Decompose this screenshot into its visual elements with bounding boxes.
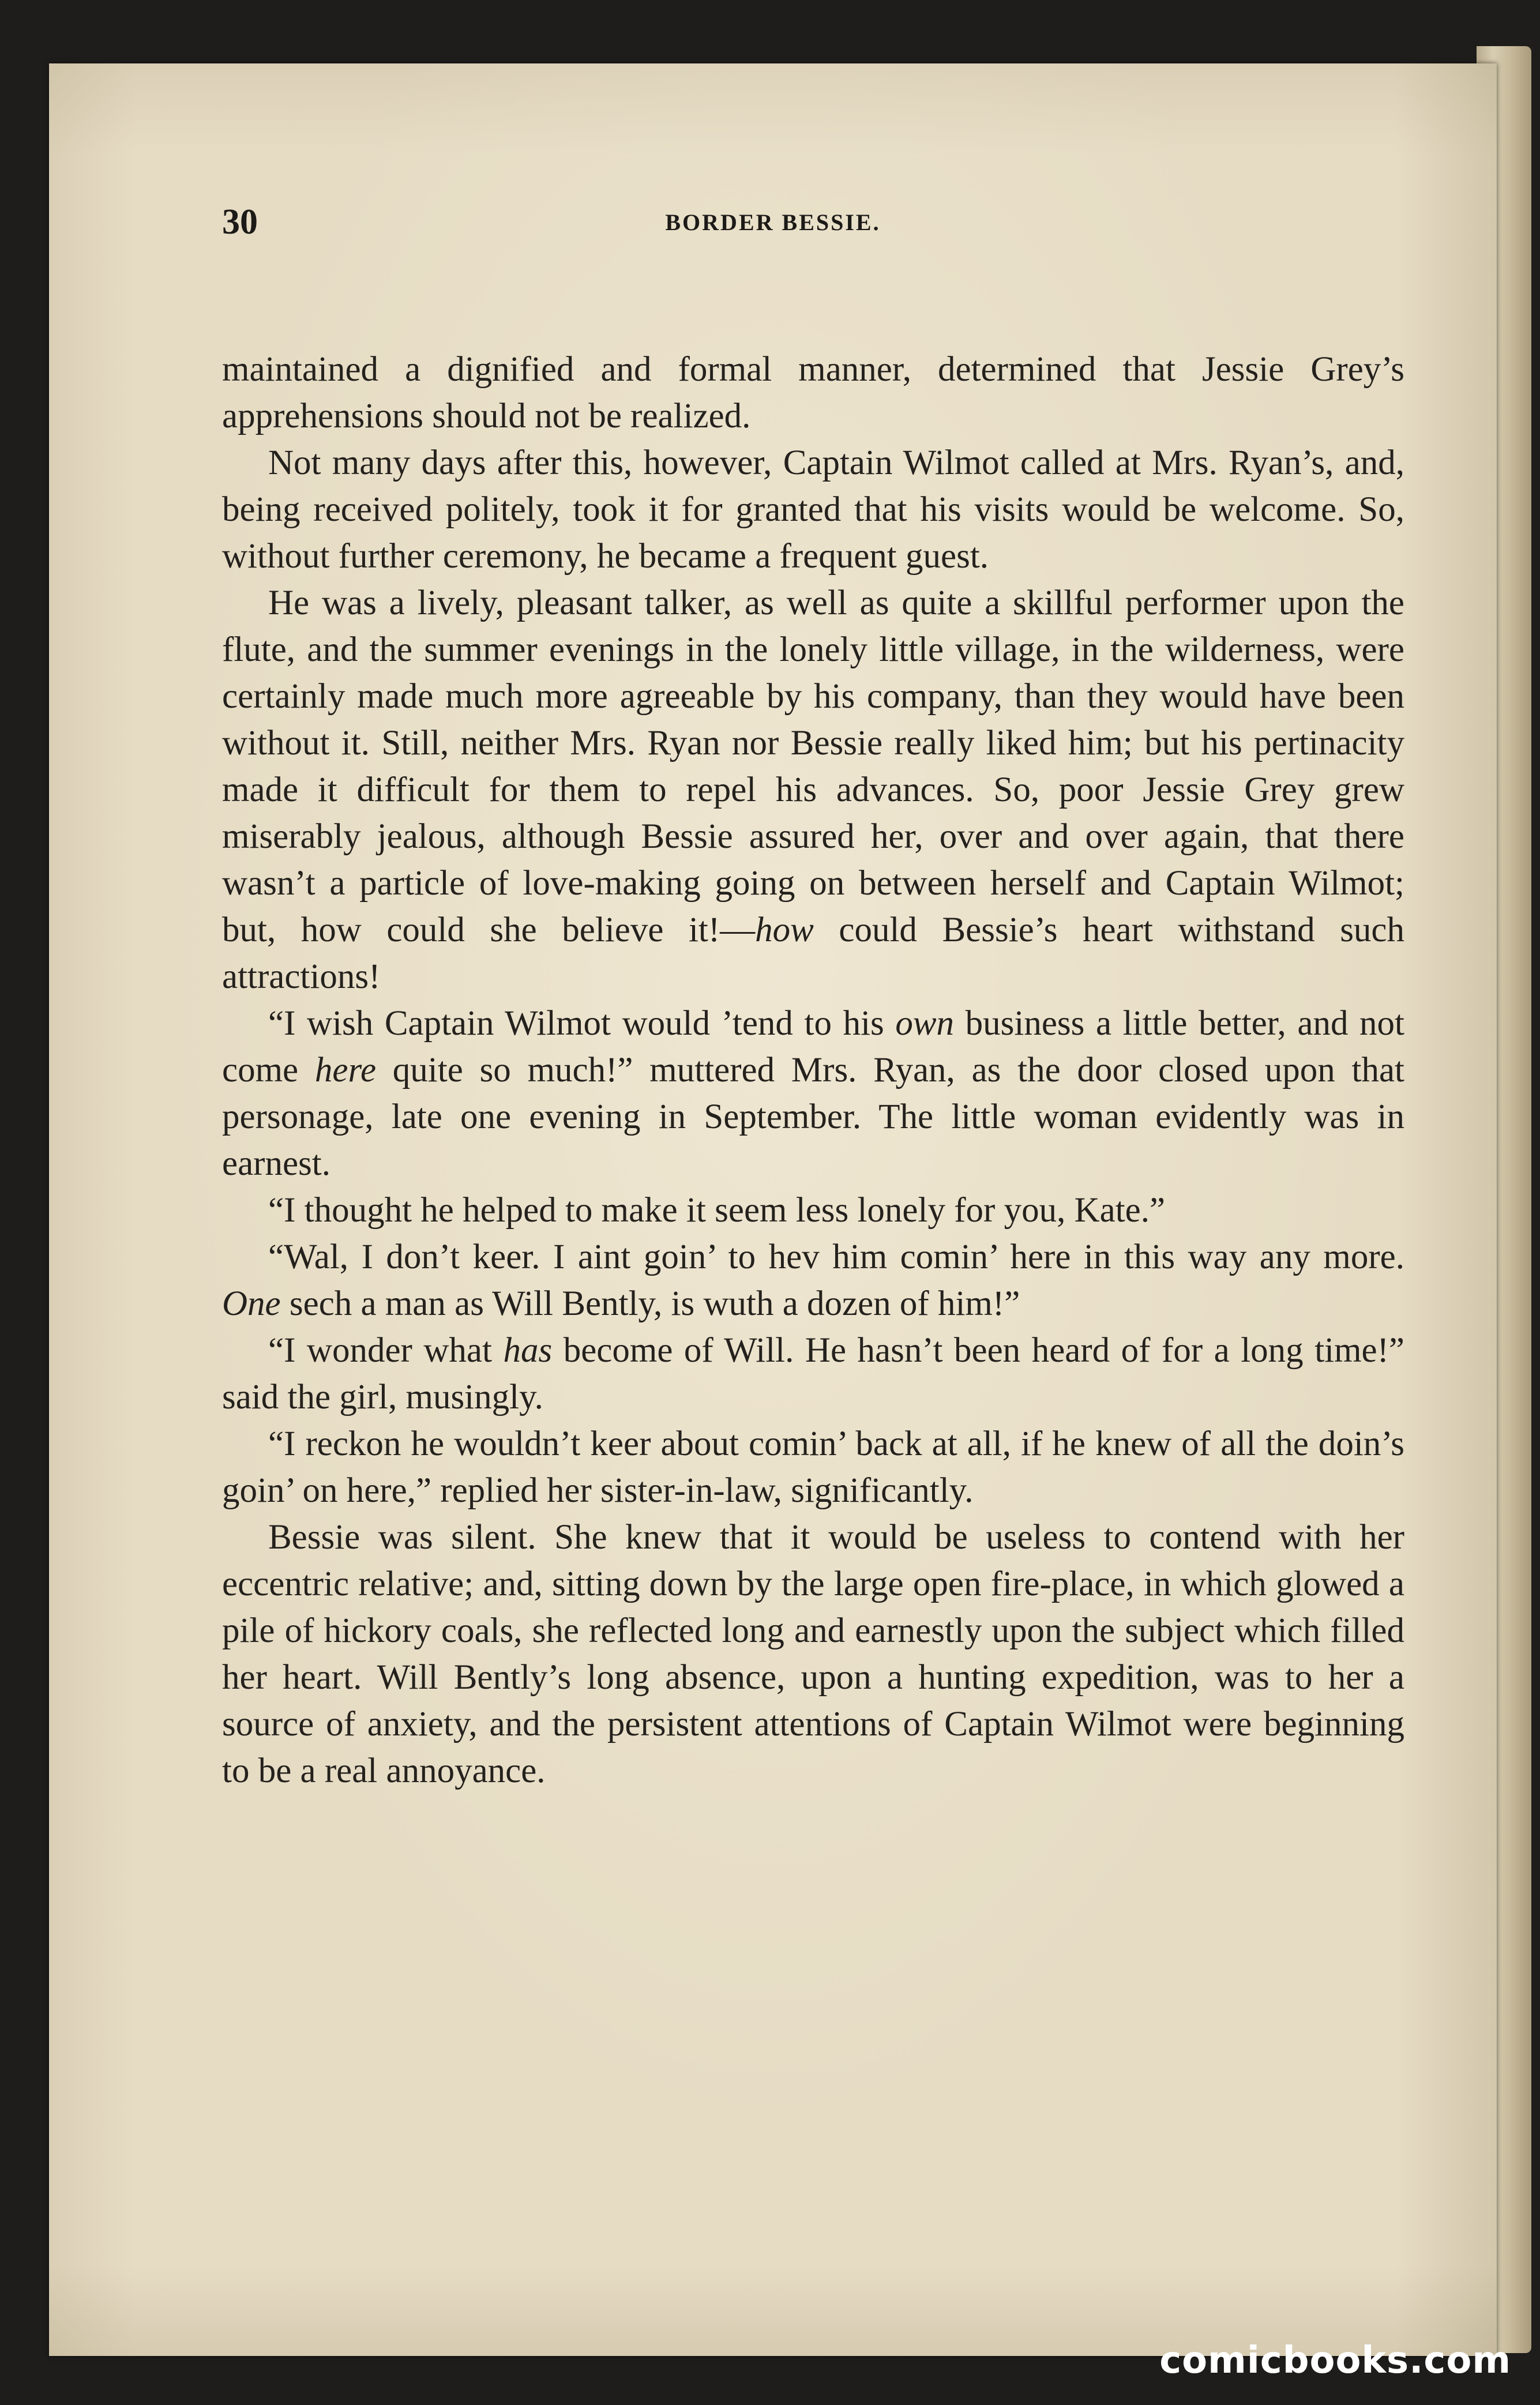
running-head: BORDER BESSIE. — [665, 209, 881, 235]
page-number: 30 — [222, 202, 258, 242]
text-run: sech a man as Will Bently, is wuth a dozen of him!” — [280, 1284, 1020, 1323]
text-run: business a little better, and not come — [222, 1004, 1404, 1089]
italic-text: has — [503, 1331, 553, 1370]
page-header — [49, 202, 1497, 254]
paragraph — [222, 439, 1404, 580]
text-run: quite so much!” muttered Mrs. Ryan, as the door closed upon that personage, late one evening in September. The little woman evidently was in earnest. — [222, 1051, 1404, 1183]
text-run: “I thought he helped to make it seem less lonely for you, Kate.” — [268, 1191, 1166, 1230]
paragraph — [222, 1514, 1404, 1794]
text-run: He was a lively, pleasant talker, as well as quite a skillful performer upon the flute, and the summer evenings in the lonely little village, in the wilderness, were certainly made much more agreeable by his company, than they would have been without it. Still, neither Mrs. Ryan nor Bessie really liked him; but his pertinacity made it difficult for them to repel his advances. So, poor Jessie Grey grew miserably jealous, although Bessie assured her, over and over again, that there wasn’t a particle of love-making going on between herself and Captain Wilmot; but, how could she believe it!— — [222, 584, 1404, 949]
text-run: maintained a dignified and formal manner, determined that Jessie Grey’s apprehensions should not be realized. — [222, 350, 1404, 435]
text-run: “I reckon he wouldn’t keer about comin’ back at all, if he knew of all the doin’s goin’ on here,” replied her sister-in-law, significantly. — [222, 1425, 1404, 1510]
italic-text: own — [895, 1004, 955, 1043]
paragraph — [222, 1000, 1404, 1187]
text-run: “I wonder what — [268, 1331, 504, 1370]
italic-text: One — [222, 1284, 281, 1323]
italic-text: how — [755, 911, 814, 949]
paragraph — [222, 1187, 1404, 1234]
paragraph — [222, 346, 1404, 439]
text-run: “Wal, I don’t keer. I aint goin’ to hev him comin’ here in this way any more. — [268, 1238, 1404, 1276]
paragraph — [222, 1234, 1404, 1327]
text-run: Not many days after this, however, Captain Wilmot called at Mrs. Ryan’s, and, being received politely, took it for granted that his visits would be welcome. So, without further ceremony, he became a frequent guest. — [222, 444, 1404, 576]
text-run: “I wish Captain Wilmot would ’tend to his — [268, 1004, 896, 1043]
book-page — [49, 63, 1497, 2356]
paragraph — [222, 1421, 1404, 1514]
site-watermark: comicbooks.com — [1159, 2339, 1511, 2382]
italic-text: here — [314, 1051, 377, 1089]
paragraph — [222, 580, 1404, 1000]
text-run: become of Will. He hasn’t been heard of for a long time!” said the girl, musingly. — [222, 1331, 1405, 1416]
paragraph — [222, 1327, 1404, 1421]
text-run: could Bessie’s heart withstand such attractions! — [222, 911, 1405, 996]
body-text — [222, 346, 1404, 1794]
text-run: Bessie was silent. She knew that it would be useless to contend with her eccentric relative; and, sitting down by the large open fire-place, in which glowed a pile of hickory coals, she reflected long and earnestly upon the subject which filled her heart. Will Bently’s long absence, upon a hunting expedition, was to her a source of anxiety, and the persistent attentions of Captain Wilmot were beginning to be a real annoyance. — [222, 1518, 1404, 1790]
